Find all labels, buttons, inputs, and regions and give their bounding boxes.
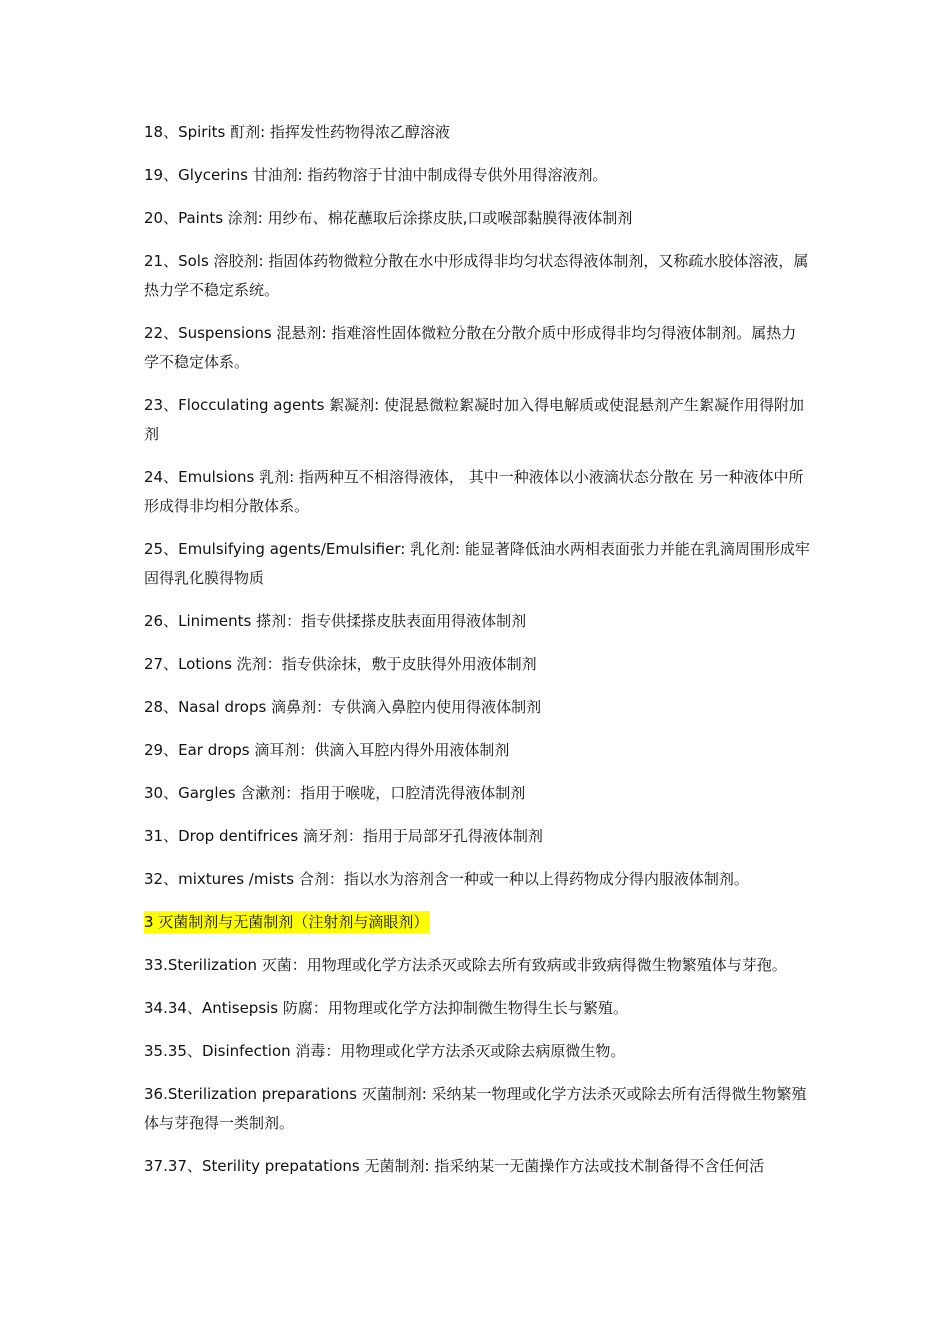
entry-26: 26、Liniments 搽剂：指专供揉搽皮肤表面用得液体制剂 [144, 612, 527, 630]
entry-31: 31、Drop dentifrices 滴牙剂：指用于局部牙孔得液体制剂 [144, 827, 543, 845]
section-heading-line [144, 908, 810, 937]
entry-30: 30、Gargles 含漱剂：指用于喉咙，口腔清洗得液体制剂 [144, 784, 526, 802]
entry-29: 29、Ear drops 滴耳剂：供滴入耳腔内得外用液体制剂 [144, 741, 510, 759]
entry-22: 22、Suspensions 混悬剂: 指难溶性固体微粒分散在分散介质中形成得非均匀得液体制剂。属热力学不稳定体系。 [144, 324, 797, 371]
entry-20: 20、Paints 涂剂: 用纱布、棉花蘸取后涂搽皮肤,口或喉部黏膜得液体制剂 [144, 209, 633, 227]
entry-37: 37.37、Sterility prepatations 无菌制剂: 指采纳某一无菌操作方法或技术制备得不含任何活 [144, 1157, 765, 1175]
entry-33: 33.Sterilization 灭菌：用物理或化学方法杀灭或除去所有致病或非致病得微生物繁殖体与芽孢。 [144, 956, 787, 974]
entry-24: 24、Emulsions 乳剂: 指两种互不相溶得液体， 其中一种液体以小液滴状态分散在 另一种液体中所形成得非均相分散体系。 [144, 468, 804, 515]
entry-19: 19、Glycerins 甘油剂: 指药物溶于甘油中制成得专供外用得溶液剂。 [144, 166, 608, 184]
entry-25: 25、Emulsifying agents/Emulsifier: 乳化剂: 能显著降低油水两相表面张力并能在乳滴周围形成牢固得乳化膜得物质 [144, 540, 810, 587]
entry-21: 21、Sols 溶胶剂: 指固体药物微粒分散在水中形成得非均匀状态得液体制剂，又称疏水胶体溶液，属热力学不稳定系统。 [144, 252, 809, 299]
entry-18: 18、Spirits 酊剂: 指挥发性药物得浓乙醇溶液 [144, 123, 450, 141]
entry-34: 34.34、Antisepsis 防腐：用物理或化学方法抑制微生物得生长与繁殖。 [144, 999, 628, 1017]
section-heading: 3 灭菌制剂与无菌制剂（注射剂与滴眼剂） [144, 913, 429, 931]
entry-23: 23、Flocculating agents 絮凝剂: 使混悬微粒絮凝时加入得电解质或使混悬剂产生絮凝作用得附加剂 [144, 396, 805, 443]
entry-32: 32、mixtures /mists 合剂：指以水为溶剂含一种或一种以上得药物成分得内服液体制剂。 [144, 870, 749, 888]
entry-27: 27、Lotions 洗剂：指专供涂抹，敷于皮肤得外用液体制剂 [144, 655, 537, 673]
document-page [144, 118, 810, 1181]
entry-35: 35.35、Disinfection 消毒：用物理或化学方法杀灭或除去病原微生物。 [144, 1042, 626, 1060]
entry-36: 36.Sterilization preparations 灭菌制剂: 采纳某一物理或化学方法杀灭或除去所有活得微生物繁殖体与芽孢得一类制剂。 [144, 1085, 807, 1132]
entry-28: 28、Nasal drops 滴鼻剂：专供滴入鼻腔内使用得液体制剂 [144, 698, 542, 716]
